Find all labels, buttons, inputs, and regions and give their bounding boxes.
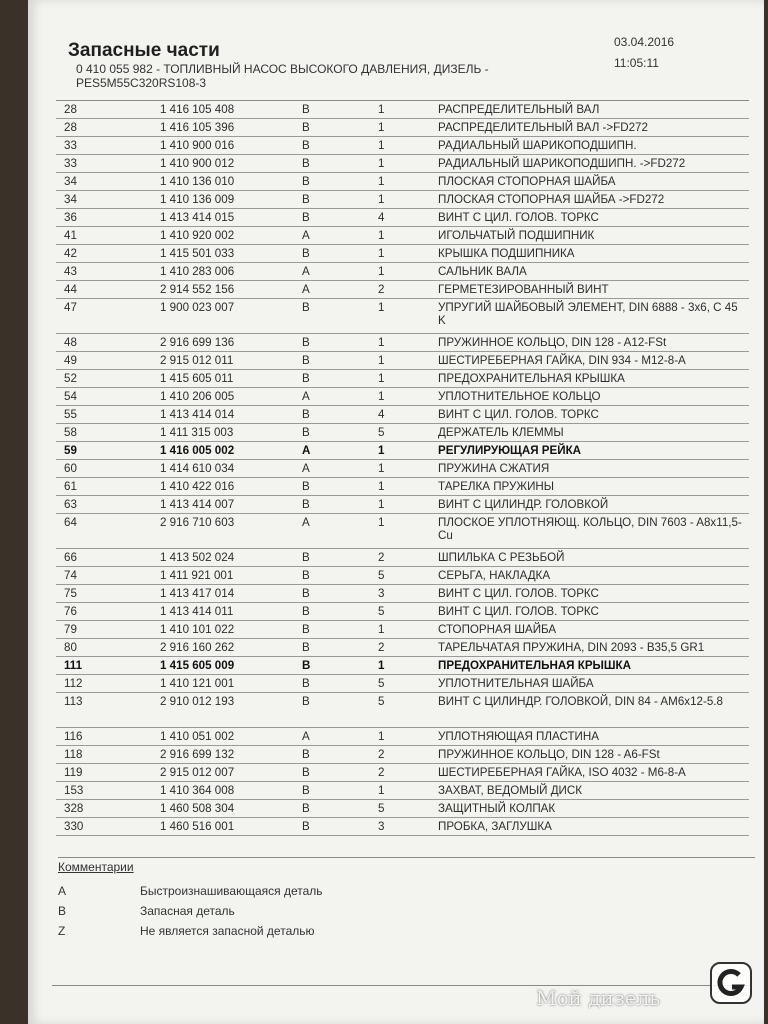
cell-position: 330	[64, 820, 84, 833]
cell-description: ШЕСТИРЕБЕРНАЯ ГАЙКА, DIN 934 - M12-8-A	[438, 354, 686, 367]
cell-position: 74	[64, 569, 77, 582]
cell-description: ВИНТ С ЦИЛ. ГОЛОВ. ТОРКС	[438, 211, 599, 224]
cell-description: ШПИЛЬКА С РЕЗЬБОЙ	[438, 551, 565, 564]
cell-part-number: 1 411 315 003	[160, 426, 234, 439]
cell-position: 58	[64, 426, 77, 439]
cell-quantity: 1	[378, 390, 385, 403]
comments-title: Комментарии	[58, 860, 134, 874]
cell-quantity: 1	[378, 354, 385, 367]
cell-description: РАДИАЛЬНЫЙ ШАРИКОПОДШИПН.	[438, 139, 637, 152]
cell-quantity: 1	[378, 336, 385, 349]
cell-type: B	[302, 677, 310, 690]
cell-description: ВИНТ С ЦИЛ. ГОЛОВ. ТОРКС	[438, 605, 599, 618]
cell-quantity: 1	[378, 659, 385, 672]
cell-quantity: 1	[378, 516, 385, 529]
comments-section	[58, 857, 755, 944]
cell-part-number: 1 416 105 408	[160, 103, 235, 116]
cell-quantity: 5	[378, 677, 385, 690]
cell-part-number: 1 410 121 001	[160, 677, 235, 690]
document-page	[28, 0, 764, 1024]
cell-type: B	[302, 301, 310, 314]
cell-position: 43	[64, 265, 77, 278]
cell-part-number: 2 916 710 603	[160, 516, 235, 529]
cell-position: 48	[64, 336, 77, 349]
cell-part-number: 1 411 921 001	[160, 569, 234, 582]
table-row	[56, 728, 749, 746]
table-row	[56, 675, 749, 693]
table-row	[56, 137, 749, 155]
cell-position: 113	[64, 695, 83, 708]
cell-part-number: 1 410 206 005	[160, 390, 235, 403]
table-row	[56, 281, 749, 299]
table-row	[56, 370, 749, 388]
cell-type: A	[302, 730, 310, 743]
cell-quantity: 1	[378, 265, 385, 278]
table-row	[56, 209, 749, 227]
cell-description: ИГОЛЬЧАТЫЙ ПОДШИПНИК	[438, 229, 595, 242]
legend-key: A	[58, 884, 67, 898]
table-row	[56, 621, 749, 639]
cell-position: 33	[64, 139, 77, 152]
cell-quantity: 2	[378, 748, 385, 761]
cell-description: УПЛОТНИТЕЛЬНАЯ ШАЙБА	[438, 677, 594, 690]
table-row	[56, 352, 749, 370]
legend-value: Не является запасной деталью	[140, 924, 315, 938]
cell-type: B	[302, 766, 310, 779]
cell-type: A	[302, 444, 311, 457]
cell-type: B	[302, 587, 310, 600]
cell-type: B	[302, 748, 310, 761]
cell-description: КРЫШКА ПОДШИПНИКА	[438, 247, 575, 260]
cell-description: СЕРЬГА, НАКЛАДКА	[438, 569, 551, 582]
cell-type: B	[302, 569, 310, 582]
cell-type: A	[302, 462, 310, 475]
cell-description: УПЛОТНИТЕЛЬНОЕ КОЛЬЦО	[438, 390, 601, 403]
cell-description: СТОПОРНАЯ ШАЙБА	[438, 623, 557, 636]
cell-position: 64	[64, 516, 77, 529]
cell-type: B	[302, 551, 310, 564]
cell-part-number: 1 410 136 010	[160, 175, 235, 188]
table-row	[56, 478, 749, 496]
cell-quantity: 3	[378, 820, 385, 833]
cell-description: РАСПРЕДЕЛИТЕЛЬНЫЙ ВАЛ ->FD272	[438, 121, 648, 134]
table-row	[56, 585, 749, 603]
cell-quantity: 1	[378, 623, 385, 636]
table-row	[56, 191, 749, 209]
cell-quantity: 5	[378, 426, 385, 439]
cell-position: 116	[64, 730, 83, 743]
cell-quantity: 2	[378, 551, 385, 564]
cell-part-number: 1 900 023 007	[160, 301, 235, 314]
cell-description: УПЛОТНЯЮЩАЯ ПЛАСТИНА	[438, 730, 599, 743]
cell-position: 52	[64, 372, 77, 385]
cell-position: 41	[64, 229, 77, 242]
table-row	[56, 818, 749, 836]
cell-position: 28	[64, 121, 77, 134]
cell-position: 49	[64, 354, 77, 367]
cell-type: B	[302, 695, 310, 708]
table-row	[56, 334, 749, 352]
table-row	[56, 746, 749, 764]
cell-quantity: 1	[378, 784, 385, 797]
table-row	[56, 800, 749, 818]
table-row	[56, 514, 749, 549]
cell-type: A	[302, 283, 310, 296]
cell-part-number: 1 415 605 011	[160, 372, 234, 385]
cell-part-number: 1 410 051 002	[160, 730, 235, 743]
cell-type: B	[302, 103, 310, 116]
cell-quantity: 1	[378, 480, 385, 493]
cell-description: ВИНТ С ЦИЛ. ГОЛОВ. ТОРКС	[438, 408, 599, 421]
table-row	[56, 657, 749, 675]
cell-type: B	[302, 820, 310, 833]
cell-part-number: 1 410 136 009	[160, 193, 235, 206]
cell-position: 47	[64, 301, 77, 314]
cell-type: B	[302, 175, 310, 188]
cell-position: 76	[64, 605, 77, 618]
cell-position: 28	[64, 103, 77, 116]
cell-type: B	[302, 659, 311, 672]
print-date: 03.04.2016	[614, 35, 675, 49]
cell-part-number: 1 410 364 008	[160, 784, 235, 797]
cell-position: 34	[64, 193, 77, 206]
table-row	[56, 245, 749, 263]
cell-part-number: 1 410 920 002	[160, 229, 235, 242]
cell-part-number: 1 413 414 011	[160, 605, 234, 618]
cell-part-number: 1 410 283 006	[160, 265, 235, 278]
parts-table	[56, 100, 749, 836]
table-row	[56, 388, 749, 406]
cell-quantity: 5	[378, 569, 385, 582]
cell-quantity: 3	[378, 587, 385, 600]
table-row	[56, 119, 749, 137]
legend-key: Z	[58, 924, 66, 938]
cell-description: РЕГУЛИРУЮЩАЯ РЕЙКА	[438, 444, 582, 457]
cell-description: ПЛОСКОЕ УПЛОТНЯЮЩ. КОЛЬЦО, DIN 7603 - A8x11,5-Cu	[438, 516, 742, 542]
cell-type: B	[302, 354, 310, 367]
cell-description: ВИНТ С ЦИЛ. ГОЛОВ. ТОРКС	[438, 587, 599, 600]
table-row	[56, 101, 749, 119]
print-time: 11:05:11	[614, 56, 659, 70]
cell-position: 44	[64, 283, 77, 296]
table-row	[56, 603, 749, 621]
legend-item	[58, 904, 755, 924]
cell-part-number: 2 915 012 007	[160, 766, 235, 779]
cell-description: РАСПРЕДЕЛИТЕЛЬНЫЙ ВАЛ	[438, 103, 600, 116]
cell-part-number: 2 914 552 156	[160, 283, 235, 296]
cell-description: РАДИАЛЬНЫЙ ШАРИКОПОДШИПН. ->FD272	[438, 157, 686, 170]
cell-position: 42	[64, 247, 77, 260]
cell-position: 153	[64, 784, 84, 797]
cell-type: A	[302, 265, 310, 278]
cell-quantity: 1	[378, 229, 385, 242]
cell-description: ЗАХВАТ, ВЕДОМЫЙ ДИСК	[438, 784, 583, 797]
cell-quantity: 1	[378, 139, 385, 152]
cell-description: ШЕСТИРЕБЕРНАЯ ГАЙКА, ISO 4032 - M6-8-A	[438, 766, 686, 779]
cell-type: A	[302, 229, 310, 242]
table-row	[56, 299, 749, 334]
cell-type: B	[302, 247, 310, 260]
cell-quantity: 2	[378, 766, 385, 779]
table-row	[56, 567, 749, 585]
cell-position: 119	[64, 766, 83, 779]
cell-part-number: 1 415 501 033	[160, 247, 235, 260]
cell-type: B	[302, 193, 310, 206]
cell-part-number: 2 915 012 011	[160, 354, 234, 367]
watermark-text: Мой дизель	[536, 986, 661, 1010]
cell-type: B	[302, 336, 310, 349]
cell-position: 55	[64, 408, 77, 421]
cell-description: ДЕРЖАТЕЛЬ КЛЕММЫ	[438, 426, 564, 439]
cell-description: ТАРЕЛКА ПРУЖИНЫ	[438, 480, 555, 493]
table-row	[56, 496, 749, 514]
legend-list	[58, 884, 755, 944]
cell-type: B	[302, 426, 310, 439]
cell-position: 63	[64, 498, 77, 511]
cell-position: 66	[64, 551, 77, 564]
cell-type: A	[302, 390, 310, 403]
table-row	[56, 460, 749, 478]
cell-description: ПРУЖИННОЕ КОЛЬЦО, DIN 128 - A12-FSt	[438, 336, 667, 349]
cell-quantity: 5	[378, 802, 385, 815]
cell-description: ПРЕДОХРАНИТЕЛЬНАЯ КРЫШКА	[438, 372, 625, 385]
cell-quantity: 1	[378, 103, 385, 116]
cell-part-number: 1 410 900 016	[160, 139, 235, 152]
cell-quantity: 1	[378, 444, 385, 457]
cell-position: 33	[64, 157, 77, 170]
cell-part-number: 1 415 605 009	[160, 659, 235, 672]
cell-quantity: 1	[378, 121, 385, 134]
cell-position: 75	[64, 587, 77, 600]
cell-type: B	[302, 157, 310, 170]
cell-description: ТАРЕЛЬЧАТАЯ ПРУЖИНА, DIN 2093 - B35,5 GR1	[438, 641, 705, 654]
table-row	[56, 173, 749, 191]
document-subtitle: 0 410 055 982 - ТОПЛИВНЫЙ НАСОС ВЫСОКОГО ДАВЛЕНИЯ, ДИЗЕЛЬ - PES5M55C320RS108-3	[76, 62, 489, 90]
cell-quantity: 4	[378, 408, 385, 421]
cell-part-number: 1 410 900 012	[160, 157, 235, 170]
cell-part-number: 1 460 508 304	[160, 802, 235, 815]
cell-part-number: 1 413 414 007	[160, 498, 235, 511]
cell-part-number: 1 460 516 001	[160, 820, 235, 833]
cell-part-number: 2 916 699 136	[160, 336, 235, 349]
cell-position: 111	[64, 659, 83, 672]
cell-position: 118	[64, 748, 83, 761]
cell-description: САЛЬНИК ВАЛА	[438, 265, 527, 278]
cell-part-number: 2 916 160 262	[160, 641, 235, 654]
cell-description: ПРУЖИННОЕ КОЛЬЦО, DIN 128 - A6-FSt	[438, 748, 660, 761]
cell-quantity: 1	[378, 462, 385, 475]
cell-type: B	[302, 641, 310, 654]
cell-position: 79	[64, 623, 77, 636]
table-row	[56, 227, 749, 245]
cell-type: B	[302, 802, 310, 815]
cell-part-number: 1 410 101 022	[160, 623, 235, 636]
cell-part-number: 2 910 012 193	[160, 695, 235, 708]
table-row	[56, 424, 749, 442]
cell-part-number: 1 413 414 015	[160, 211, 235, 224]
cell-description: ЗАЩИТНЫЙ КОЛПАК	[438, 802, 556, 815]
cell-description: ВИНТ С ЦИЛИНДР. ГОЛОВКОЙ, DIN 84 - AM6x12-5.8	[438, 695, 723, 708]
table-row	[56, 639, 749, 657]
cell-quantity: 1	[378, 730, 385, 743]
cell-description: ПРЕДОХРАНИТЕЛЬНАЯ КРЫШКА	[438, 659, 632, 672]
cell-quantity: 1	[378, 175, 385, 188]
cell-quantity: 1	[378, 157, 385, 170]
cell-type: B	[302, 498, 310, 511]
cell-description: ПЛОСКАЯ СТОПОРНАЯ ШАЙБА	[438, 175, 616, 188]
cell-part-number: 2 916 699 132	[160, 748, 235, 761]
legend-value: Быстроизнашивающаяся деталь	[140, 884, 323, 898]
cell-position: 328	[64, 802, 84, 815]
cell-position: 60	[64, 462, 77, 475]
cell-part-number: 1 413 502 024	[160, 551, 235, 564]
cell-part-number: 1 414 610 034	[160, 462, 235, 475]
cell-part-number: 1 416 005 002	[160, 444, 235, 457]
table-row	[56, 782, 749, 800]
cell-description: ПРУЖИНА СЖАТИЯ	[438, 462, 550, 475]
legend-value: Запасная деталь	[140, 904, 235, 918]
cell-type: A	[302, 516, 310, 529]
cell-description: ПЛОСКАЯ СТОПОРНАЯ ШАЙБА ->FD272	[438, 193, 665, 206]
cell-position: 112	[64, 677, 83, 690]
table-row	[56, 549, 749, 567]
cell-type: B	[302, 408, 310, 421]
table-row	[56, 155, 749, 173]
table-row	[56, 693, 749, 728]
cell-description: ВИНТ С ЦИЛИНДР. ГОЛОВКОЙ	[438, 498, 609, 511]
cell-type: B	[302, 211, 310, 224]
cell-part-number: 1 413 417 014	[160, 587, 235, 600]
cell-position: 80	[64, 641, 77, 654]
cell-position: 36	[64, 211, 77, 224]
legend-item	[58, 924, 755, 944]
cell-quantity: 5	[378, 605, 385, 618]
cell-description: УПРУГИЙ ШАЙБОВЫЙ ЭЛЕМЕНТ, DIN 6888 - 3x6, C 45 K	[438, 301, 738, 327]
cell-position: 59	[64, 444, 77, 457]
cell-quantity: 2	[378, 641, 385, 654]
cell-position: 34	[64, 175, 77, 188]
cell-type: B	[302, 480, 310, 493]
cell-quantity: 1	[378, 193, 385, 206]
cell-part-number: 1 410 422 016	[160, 480, 235, 493]
page-title: Запасные части	[68, 40, 220, 61]
cell-quantity: 5	[378, 695, 385, 708]
table-row	[56, 764, 749, 782]
cell-type: B	[302, 784, 310, 797]
cell-quantity: 1	[378, 301, 385, 314]
cell-type: B	[302, 372, 310, 385]
cell-type: B	[302, 139, 310, 152]
cell-part-number: 1 416 105 396	[160, 121, 235, 134]
legend-key: B	[58, 904, 67, 918]
cell-part-number: 1 413 414 014	[160, 408, 235, 421]
legend-item	[58, 884, 755, 904]
cell-description: ПРОБКА, ЗАГЛУШКА	[438, 820, 552, 833]
cell-quantity: 1	[378, 372, 385, 385]
cell-type: B	[302, 623, 310, 636]
cell-type: B	[302, 605, 310, 618]
table-row	[56, 406, 749, 424]
table-row	[56, 263, 749, 281]
table-row	[56, 442, 749, 460]
cell-quantity: 1	[378, 498, 385, 511]
cell-type: B	[302, 121, 310, 134]
cell-quantity: 4	[378, 211, 385, 224]
cell-position: 61	[64, 480, 77, 493]
cell-quantity: 1	[378, 247, 385, 260]
watermark-logo-icon	[708, 960, 754, 1006]
cell-quantity: 2	[378, 283, 385, 296]
cell-position: 54	[64, 390, 77, 403]
cell-description: ГЕРМЕТЕЗИРОВАННЫЙ ВИНТ	[438, 283, 609, 296]
